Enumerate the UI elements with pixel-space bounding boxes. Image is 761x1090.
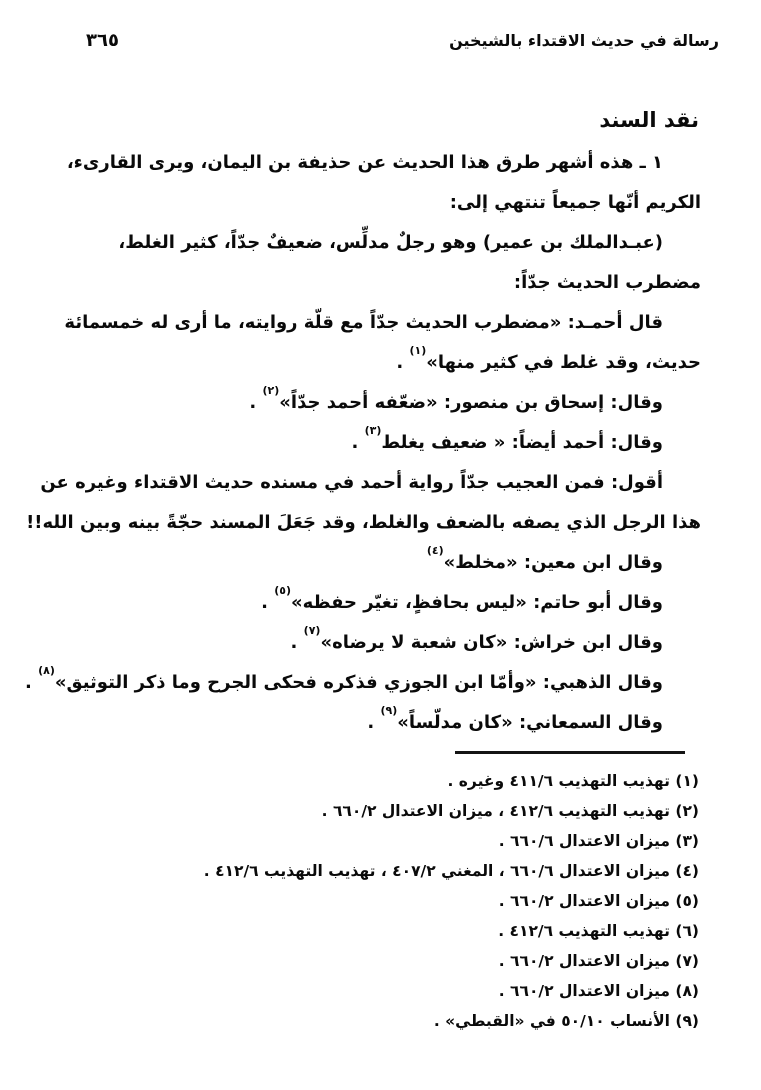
body-line [50,623,701,663]
body-line-text: حديث، وقد غلط في كثير منها» [426,352,701,373]
body-line-text: وقال السمعاني: «كان مدلّساً» [397,712,663,733]
body-line [50,223,701,263]
body-line-text: وقال أبو حاتم: «ليس بحافظٍ، تغيّر حفظه» [290,592,663,613]
body-line-tail: . [24,672,39,693]
body-line-tail: . [367,712,381,733]
body-line-text: ١ ـ هذه أشهر طرق هذا الحديث عن حذيفة بن اليمان، ويرى القارىء، [66,152,663,173]
body-line [26,503,701,543]
body-line-text: هذا الرجل الذي يصفه بالضعف والغلط، وقد جَعَلَ المسند حجّةً بينه وبين الله!! [26,512,701,533]
footnote-item: (٢) تهذيب التهذيب ٤١٢/٦ ، ميزان الاعتدال ٦٦٠/٢ . [321,802,699,820]
body-line [50,263,701,303]
body-line [50,343,701,383]
body-line [50,583,701,623]
body-line-text: وقال ابن خراش: «كان شعبة لا يرضاه» [320,632,663,653]
footnote-marker: (٨) [38,664,55,677]
footnote-marker: (٣) [364,424,382,437]
body-line [50,383,701,423]
body-line-tail: . [396,352,410,373]
body-line-text: وقال الذهبي: «وأمّا ابن الجوزي فذكره فحكى الجرح وما ذكر التوثيق» [54,672,663,693]
page-header [0,0,761,51]
footnote-item: (١) تهذيب التهذيب ٤١١/٦ وغيره . [447,772,699,790]
body-line [50,143,701,183]
footnote-item: (٨) ميزان الاعتدال ٦٦٠/٢ . [498,982,699,1000]
body-line [24,663,701,703]
footnote-marker: (٢) [262,384,280,397]
body-line-tail: . [249,392,263,413]
footnote-marker: (٧) [303,624,321,637]
body-line-text: الكريم أنّها جميعاً تنتهي إلى: [449,192,701,213]
body-line-tail: . [351,432,365,453]
footnote-marker: (٩) [380,704,398,717]
body-line-text: مضطرب الحديث جدّاً: [513,272,701,293]
body-line-text: وقال ابن معين: «مخلط» [443,552,663,573]
body-line-text: قال أحمـد: «مضطرب الحديث جدّاً مع قلّة روايته، ما أرى له خمسمائة [64,312,663,333]
footnote-marker: (١) [409,344,427,357]
body-line-text: (عبـدالملك بن عمير) وهو رجلٌ مدلِّس، ضعيفٌ جدّاً، كثير الغلط، [118,232,663,253]
body-text [0,143,761,743]
footnote-item: (٦) تهذيب التهذيب ٤١٢/٦ . [498,922,699,940]
footnote-item: (٣) ميزان الاعتدال ٦٦٠/٦ . [498,832,699,850]
body-line [50,423,701,463]
footnote-separator [455,751,685,754]
footnote-item: (٥) ميزان الاعتدال ٦٦٠/٢ . [498,892,699,910]
body-line [50,183,701,223]
header-title: رسالة في حديث الاقتداء بالشيخين [449,31,719,50]
footnotes-section [0,766,761,1036]
footnote-item: (٤) ميزان الاعتدال ٦٦٠/٦ ، المغني ٤٠٧/٢ ، تهذيب التهذيب ٤١٢/٦ . [203,862,699,880]
body-line-text: وقال: إسحاق بن منصور: «ضعّفه أحمد جدّاً» [279,392,663,413]
page-number: ٣٦٥ [86,30,119,51]
body-line-text: أقول: فمن العجيب جدّاً رواية أحمد في مسنده حديث الاقتداء وغيره عن [40,472,663,493]
body-line-tail: . [261,592,275,613]
body-line-text: وقال: أحمد أيضاً: « ضعيف يغلط [381,432,663,453]
body-line [50,303,701,343]
body-line-tail: . [290,632,304,653]
section-heading: نقد السند [599,108,699,132]
body-line [40,463,701,503]
footnote-item: (٩) الأنساب ٥٠/١٠ في «القبطي» . [433,1012,699,1030]
footnote-marker: (٥) [274,584,291,597]
footnote-marker: (٤) [426,544,444,557]
body-line [50,703,701,743]
body-line [50,543,701,583]
footnote-item: (٧) ميزان الاعتدال ٦٦٠/٢ . [498,952,699,970]
